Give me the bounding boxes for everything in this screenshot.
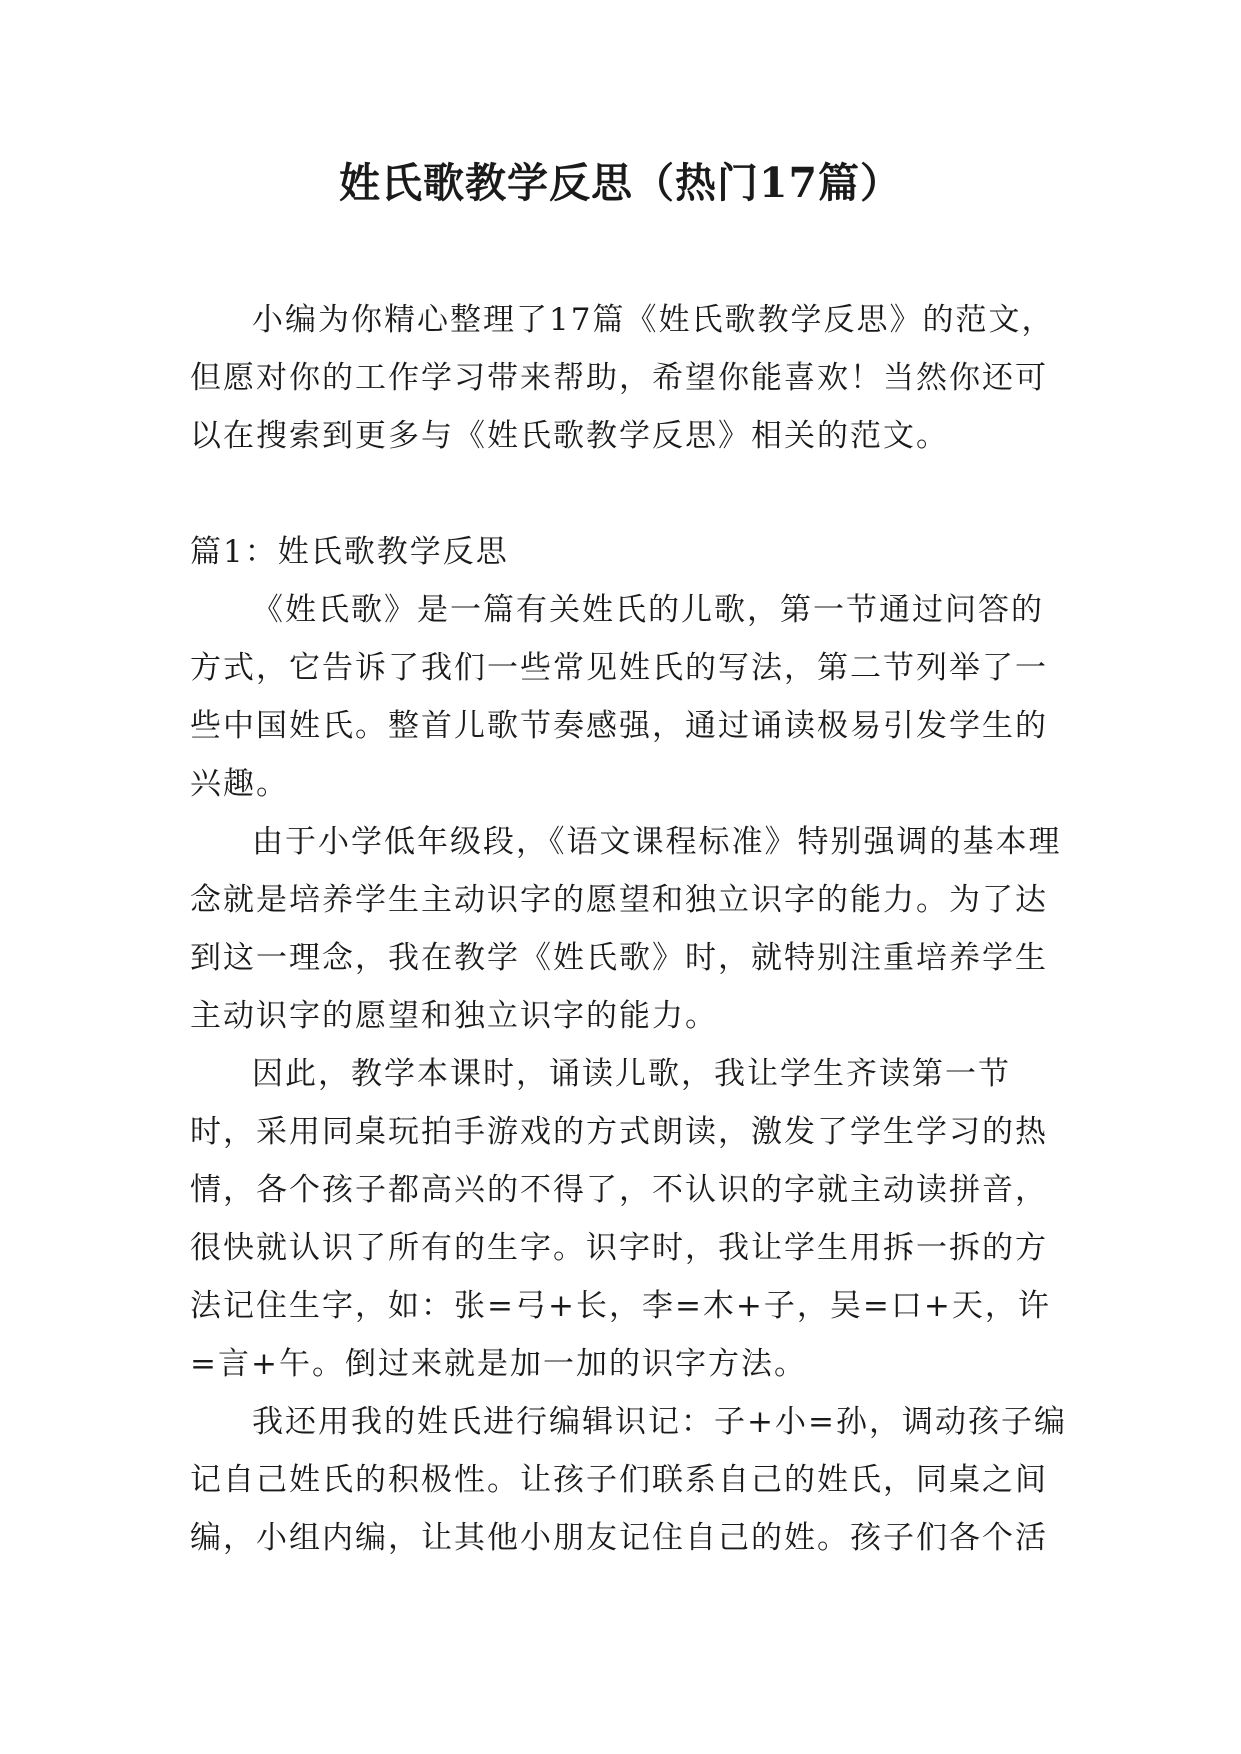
document-body (190, 291, 1070, 1567)
page-title: 姓氏歌教学反思（热门17篇） (338, 159, 903, 207)
section-heading: 篇1：姓氏歌教学反思 (190, 534, 509, 570)
body-paragraph: 由于小学低年级段，《语文课程标准》特别强调的基本理念就是培养学生主动识字的愿望和独立识字的能力。为了达到这一理念，我在教学《姓氏歌》时，就特别注重培养学生主动识字的愿望和独立识字的能力。 (190, 824, 1062, 1034)
body-paragraph: 《姓氏歌》是一篇有关姓氏的儿歌，第一节通过问答的方式，它告诉了我们一些常见姓氏的写法，第二节列举了一些中国姓氏。整首儿歌节奏感强，通过诵读极易引发学生的兴趣。 (190, 592, 1048, 802)
intro-paragraph: 小编为你精心整理了17篇《姓氏歌教学反思》的范文，但愿对你的工作学习带来帮助，希望你能喜欢！当然你还可以在搜索到更多与《姓氏歌教学反思》相关的范文。 (190, 302, 1055, 454)
body-paragraph: 我还用我的姓氏进行编辑识记：子+小=孙，调动孩子编记自己姓氏的积极性。让孩子们联系自己的姓氏，同桌之间编，小组内编，让其他小朋友记住自己的姓。孩子们各个活 (190, 1404, 1067, 1556)
body-paragraph: 因此，教学本课时，诵读儿歌，我让学生齐读第一节时，采用同桌玩拍手游戏的方式朗读，激发了学生学习的热情，各个孩子都高兴的不得了，不认识的字就主动读拼音，很快就认识了所有的生字。识字时，我让学生用拆一拆的方法记住生字，如：张=弓+长，李=木+子，吴=口+天，许=言+午。倒过来就是加一加的识字方法。 (190, 1056, 1051, 1382)
